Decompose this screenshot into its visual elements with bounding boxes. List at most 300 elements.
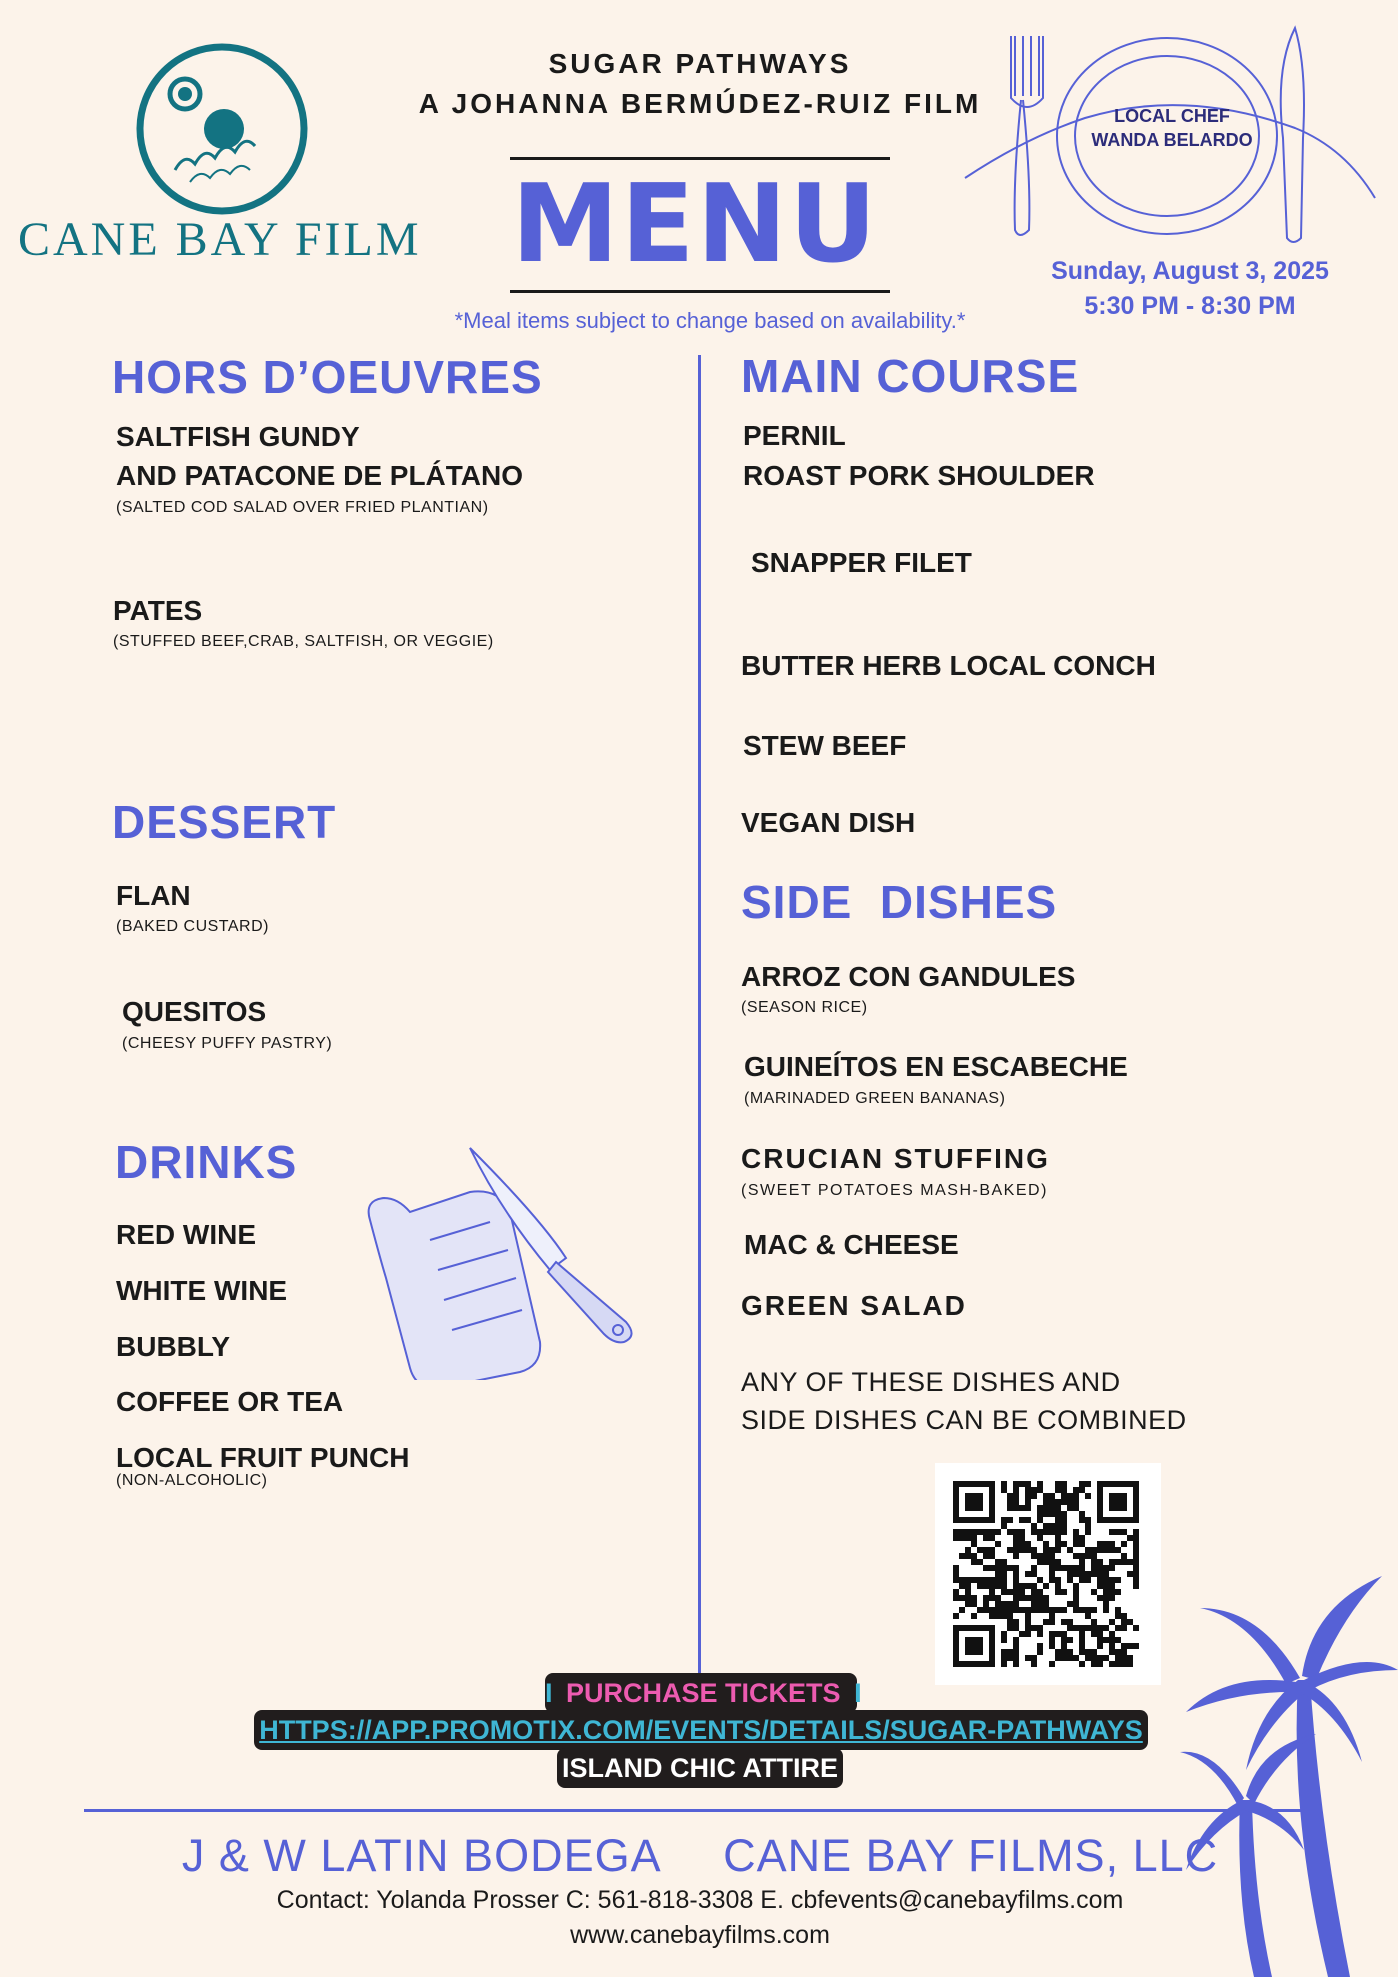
qr-module [1073,1493,1079,1499]
qr-module [1037,1553,1043,1559]
qr-module [983,1529,989,1535]
qr-module [1025,1619,1031,1625]
qr-module [1013,1487,1019,1493]
qr-module [1109,1547,1115,1553]
qr-module [977,1577,983,1583]
qr-module [1043,1511,1049,1517]
qr-module [1001,1487,1007,1493]
qr-module [971,1613,977,1619]
qr-module [1037,1643,1043,1649]
qr-module [1037,1559,1043,1565]
qr-module [959,1529,965,1535]
qr-module [1121,1613,1127,1619]
qr-module [1055,1631,1061,1637]
qr-module [1079,1559,1085,1565]
qr-code[interactable] [935,1463,1161,1685]
qr-module [1061,1493,1067,1499]
qr-module [1103,1595,1109,1601]
qr-module [1055,1487,1061,1493]
menu-bottom-rule [510,290,890,293]
qr-module [971,1529,977,1535]
cane-bay-logo-icon [135,42,310,217]
qr-module [1115,1613,1121,1619]
qr-module [1073,1541,1079,1547]
attire-note: ISLAND CHIC ATTIRE [557,1748,843,1788]
qr-module [1115,1607,1121,1613]
qr-module [1025,1607,1031,1613]
qr-module [977,1547,983,1553]
qr-module [1049,1547,1055,1553]
qr-module [1061,1631,1067,1637]
qr-module [1019,1631,1025,1637]
side-item1: ARROZ CON GANDULES [741,961,1076,992]
qr-module [1127,1535,1133,1541]
qr-module [1007,1601,1013,1607]
qr-module [995,1601,1001,1607]
qr-module [1061,1487,1067,1493]
ticket-link[interactable]: HTTPS://APP.PROMOTIX.COM/EVENTS/DETAILS/SUGAR-PATHWAYS [254,1710,1148,1750]
qr-module [1061,1607,1067,1613]
qr-module [1085,1547,1091,1553]
qr-module [989,1529,995,1535]
qr-module [1001,1481,1007,1487]
hors-item2: PATES [113,595,203,626]
qr-module [1073,1589,1079,1595]
qr-module [1049,1553,1055,1559]
qr-module [1133,1529,1139,1535]
qr-module [971,1553,977,1559]
qr-module [1049,1577,1055,1583]
qr-module [1073,1583,1079,1589]
qr-module [1109,1643,1115,1649]
qr-finder [965,1637,983,1655]
qr-module [953,1577,959,1583]
main-item1-line2: ROAST PORK SHOULDER [743,460,1095,491]
qr-module [1001,1613,1007,1619]
qr-module [1037,1601,1043,1607]
qr-module [995,1559,1001,1565]
combine-note-line2: SIDE DISHES CAN BE COMBINED [741,1405,1187,1435]
qr-module [1037,1505,1043,1511]
qr-module [1013,1547,1019,1553]
qr-module [1037,1595,1043,1601]
qr-module [959,1535,965,1541]
qr-module [983,1595,989,1601]
qr-module [1133,1625,1139,1631]
qr-module [1031,1655,1037,1661]
qr-module [1007,1589,1013,1595]
qr-module [1091,1565,1097,1571]
drink-item: RED WINE [116,1219,256,1250]
qr-module [1013,1535,1019,1541]
qr-module [1037,1535,1043,1541]
qr-module [1109,1619,1115,1625]
drink-item: COFFEE OR TEA [116,1386,344,1417]
qr-module [1055,1523,1061,1529]
qr-module [1085,1481,1091,1487]
film-title [380,44,1020,124]
qr-module [1127,1643,1133,1649]
qr-module [1055,1607,1061,1613]
qr-module [1055,1589,1061,1595]
sponsor-name: CANE BAY FILMS, LLC [723,1830,1219,1881]
qr-module [1085,1625,1091,1631]
qr-module [1115,1529,1121,1535]
qr-module [959,1583,965,1589]
qr-module [995,1583,1001,1589]
main-item2: SNAPPER FILET [751,547,972,578]
qr-module [1079,1661,1085,1667]
qr-module [1085,1493,1091,1499]
qr-module [1025,1541,1031,1547]
qr-module [1031,1487,1037,1493]
qr-module [1055,1529,1061,1535]
qr-module [1079,1565,1085,1571]
qr-module [1025,1631,1031,1637]
qr-module [1013,1655,1019,1661]
qr-module [953,1565,959,1571]
qr-module [1043,1499,1049,1505]
qr-module [1031,1493,1037,1499]
qr-module [1013,1571,1019,1577]
qr-module [1091,1589,1097,1595]
qr-module [1019,1583,1025,1589]
qr-module [1025,1493,1031,1499]
qr-module [1079,1577,1085,1583]
qr-module [965,1577,971,1583]
footer-sponsors [150,1830,1250,1882]
main-item4: STEW BEEF [743,730,907,761]
qr-module [965,1553,971,1559]
qr-module [1121,1559,1127,1565]
qr-module [1031,1625,1037,1631]
qr-module [1133,1535,1139,1541]
qr-module [995,1595,1001,1601]
qr-module [1013,1661,1019,1667]
qr-module [1121,1643,1127,1649]
qr-module [1061,1541,1067,1547]
qr-module [1073,1529,1079,1535]
qr-module [1127,1655,1133,1661]
qr-module [1127,1619,1133,1625]
qr-module [1073,1499,1079,1505]
qr-module [1037,1625,1043,1631]
qr-module [1055,1517,1061,1523]
qr-module [1025,1547,1031,1553]
event-time: 5:30 PM - 8:30 PM [1084,292,1296,320]
qr-module [1061,1517,1067,1523]
qr-module [1085,1517,1091,1523]
qr-module [1115,1577,1121,1583]
qr-module [983,1553,989,1559]
qr-module [1067,1619,1073,1625]
qr-module [971,1577,977,1583]
qr-module [1133,1643,1139,1649]
qr-module [953,1613,959,1619]
qr-module [1001,1571,1007,1577]
qr-module [1013,1649,1019,1655]
qr-module [1091,1655,1097,1661]
qr-module [1055,1583,1061,1589]
qr-module [1055,1649,1061,1655]
dessert-item1: FLAN [116,880,191,911]
qr-module [1061,1637,1067,1643]
qr-module [1007,1517,1013,1523]
qr-module [1109,1565,1115,1571]
qr-module [1013,1493,1019,1499]
qr-module [1001,1607,1007,1613]
side-item2-desc: (MARINADED GREEN BANANAS) [744,1090,1006,1107]
qr-module [971,1535,977,1541]
qr-module [1067,1499,1073,1505]
qr-module [1097,1583,1103,1589]
purchase-tickets-text: PURCHASE TICKETS [566,1678,841,1708]
qr-module [1133,1577,1139,1583]
qr-module [1001,1661,1007,1667]
qr-module [1109,1661,1115,1667]
qr-module [1031,1553,1037,1559]
qr-module [1031,1601,1037,1607]
qr-module [1013,1619,1019,1625]
qr-module [1109,1541,1115,1547]
qr-module [1043,1619,1049,1625]
qr-module [1055,1547,1061,1553]
qr-module [953,1529,959,1535]
qr-module [1013,1595,1019,1601]
qr-module [1079,1511,1085,1517]
film-title-line2: A JOHANNA BERMÚDEZ-RUIZ FILM [418,88,982,119]
qr-module [1013,1577,1019,1583]
qr-module [1019,1517,1025,1523]
qr-module [1025,1487,1031,1493]
qr-module [1037,1589,1043,1595]
qr-module [977,1607,983,1613]
qr-module [1037,1607,1043,1613]
qr-module [1019,1541,1025,1547]
qr-module [1049,1493,1055,1499]
qr-module [983,1583,989,1589]
qr-module [1097,1625,1103,1631]
qr-module [1091,1607,1097,1613]
event-date: Sunday, August 3, 2025 [1051,257,1329,285]
qr-module [1079,1571,1085,1577]
side-item2: GUINEÍTOS EN ESCABECHE [744,1051,1128,1082]
dessert-heading: DESSERT [112,796,337,848]
qr-module [1127,1661,1133,1667]
qr-module [1031,1529,1037,1535]
qr-module [1079,1637,1085,1643]
qr-module [1007,1493,1013,1499]
qr-module [1037,1517,1043,1523]
qr-module [1019,1589,1025,1595]
qr-module [1061,1643,1067,1649]
qr-module [1001,1631,1007,1637]
qr-module [1043,1553,1049,1559]
qr-module [983,1547,989,1553]
qr-module [1121,1649,1127,1655]
main-item1-line1: PERNIL [743,420,846,451]
qr-module [1073,1565,1079,1571]
purchase-tickets-label [545,1673,862,1713]
qr-module [1073,1535,1079,1541]
qr-module [989,1535,995,1541]
main-item3: BUTTER HERB LOCAL CONCH [741,650,1156,681]
qr-module [1121,1625,1127,1631]
qr-module [1025,1625,1031,1631]
separator-bar: I [854,1678,862,1708]
qr-module [1067,1601,1073,1607]
qr-module [1115,1589,1121,1595]
qr-module [1007,1529,1013,1535]
qr-module [1115,1655,1121,1661]
qr-module [1031,1595,1037,1601]
qr-module [1061,1655,1067,1661]
qr-module [1061,1589,1067,1595]
qr-module [1085,1577,1091,1583]
qr-module [1061,1499,1067,1505]
column-divider [698,355,701,1675]
qr-module [1031,1523,1037,1529]
qr-module [1133,1541,1139,1547]
qr-module [1061,1481,1067,1487]
qr-module [1061,1511,1067,1517]
qr-module [1091,1571,1097,1577]
qr-module [1103,1589,1109,1595]
qr-module [1079,1535,1085,1541]
qr-module [1001,1649,1007,1655]
website-link[interactable]: www.canebayfilms.com [570,1921,830,1949]
qr-module [1103,1547,1109,1553]
qr-module [1001,1577,1007,1583]
qr-module [953,1595,959,1601]
qr-module [1007,1565,1013,1571]
qr-module [1043,1547,1049,1553]
qr-module [1061,1649,1067,1655]
qr-module [989,1547,995,1553]
qr-module [1085,1607,1091,1613]
qr-module [1133,1553,1139,1559]
qr-module [1019,1547,1025,1553]
qr-module [977,1529,983,1535]
side-item5: GREEN SALAD [741,1290,967,1321]
qr-module [965,1595,971,1601]
qr-module [1025,1517,1031,1523]
qr-module [1127,1571,1133,1577]
qr-module [1031,1661,1037,1667]
qr-module [1121,1529,1127,1535]
main-course-heading: MAIN COURSE [741,350,1080,402]
qr-module [1103,1583,1109,1589]
qr-module [1037,1529,1043,1535]
qr-module [1007,1649,1013,1655]
qr-module [953,1589,959,1595]
qr-module [1121,1661,1127,1667]
qr-module [1097,1577,1103,1583]
qr-module [983,1607,989,1613]
qr-module [1079,1643,1085,1649]
separator-bar: I [545,1678,553,1708]
qr-module [1097,1571,1103,1577]
side-item3-desc: (SWEET POTATOES MASH-BAKED) [741,1182,1048,1199]
qr-module [1031,1571,1037,1577]
qr-module [995,1541,1001,1547]
qr-module [1091,1631,1097,1637]
qr-module [1133,1571,1139,1577]
qr-module [965,1535,971,1541]
qr-module [1055,1559,1061,1565]
qr-module [1067,1655,1073,1661]
qr-module [1103,1607,1109,1613]
chef-line2: WANDA BELARDO [1091,130,1253,150]
qr-module [1103,1637,1109,1643]
qr-module [1091,1547,1097,1553]
qr-module [1115,1625,1121,1631]
qr-module [1049,1499,1055,1505]
qr-module [1049,1619,1055,1625]
qr-module [1019,1529,1025,1535]
qr-module [1061,1565,1067,1571]
qr-module [1115,1637,1121,1643]
qr-module [1067,1505,1073,1511]
qr-module [1049,1505,1055,1511]
hors-item1-desc: (SALTED COD SALAD OVER FRIED PLANTIAN) [116,499,489,516]
qr-module [1079,1487,1085,1493]
qr-module [1013,1481,1019,1487]
qr-module [1049,1559,1055,1565]
drink-item-desc: (NON-ALCOHOLIC) [116,1472,268,1489]
qr-module [965,1547,971,1553]
qr-module [1055,1541,1061,1547]
qr-module [989,1583,995,1589]
qr-module [1067,1547,1073,1553]
qr-module [1013,1499,1019,1505]
side-item3: CRUCIAN STUFFING [741,1143,1050,1174]
qr-code-icon [935,1463,1161,1685]
qr-module [983,1535,989,1541]
qr-module [1049,1637,1055,1643]
qr-module [953,1535,959,1541]
qr-module [1001,1601,1007,1607]
qr-module [1055,1511,1061,1517]
qr-finder [965,1493,983,1511]
qr-module [1097,1637,1103,1643]
qr-module [1085,1523,1091,1529]
menu-top-rule [510,157,890,160]
qr-module [1109,1649,1115,1655]
qr-module [1067,1637,1073,1643]
qr-module [1133,1565,1139,1571]
qr-module [1031,1589,1037,1595]
qr-module [1109,1559,1115,1565]
logo-text: CANE BAY FILM [18,213,422,266]
qr-module [1091,1559,1097,1565]
qr-module [1037,1577,1043,1583]
qr-module [1055,1481,1061,1487]
combine-note-line1: ANY OF THESE DISHES AND [741,1367,1121,1397]
qr-module [1073,1553,1079,1559]
qr-module [1025,1613,1031,1619]
qr-module [1043,1607,1049,1613]
qr-module [1031,1547,1037,1553]
qr-module [1049,1661,1055,1667]
qr-module [959,1577,965,1583]
qr-module [1079,1649,1085,1655]
qr-module [1073,1655,1079,1661]
qr-module [1001,1523,1007,1529]
qr-module [1013,1643,1019,1649]
qr-module [1037,1649,1043,1655]
qr-module [1121,1553,1127,1559]
